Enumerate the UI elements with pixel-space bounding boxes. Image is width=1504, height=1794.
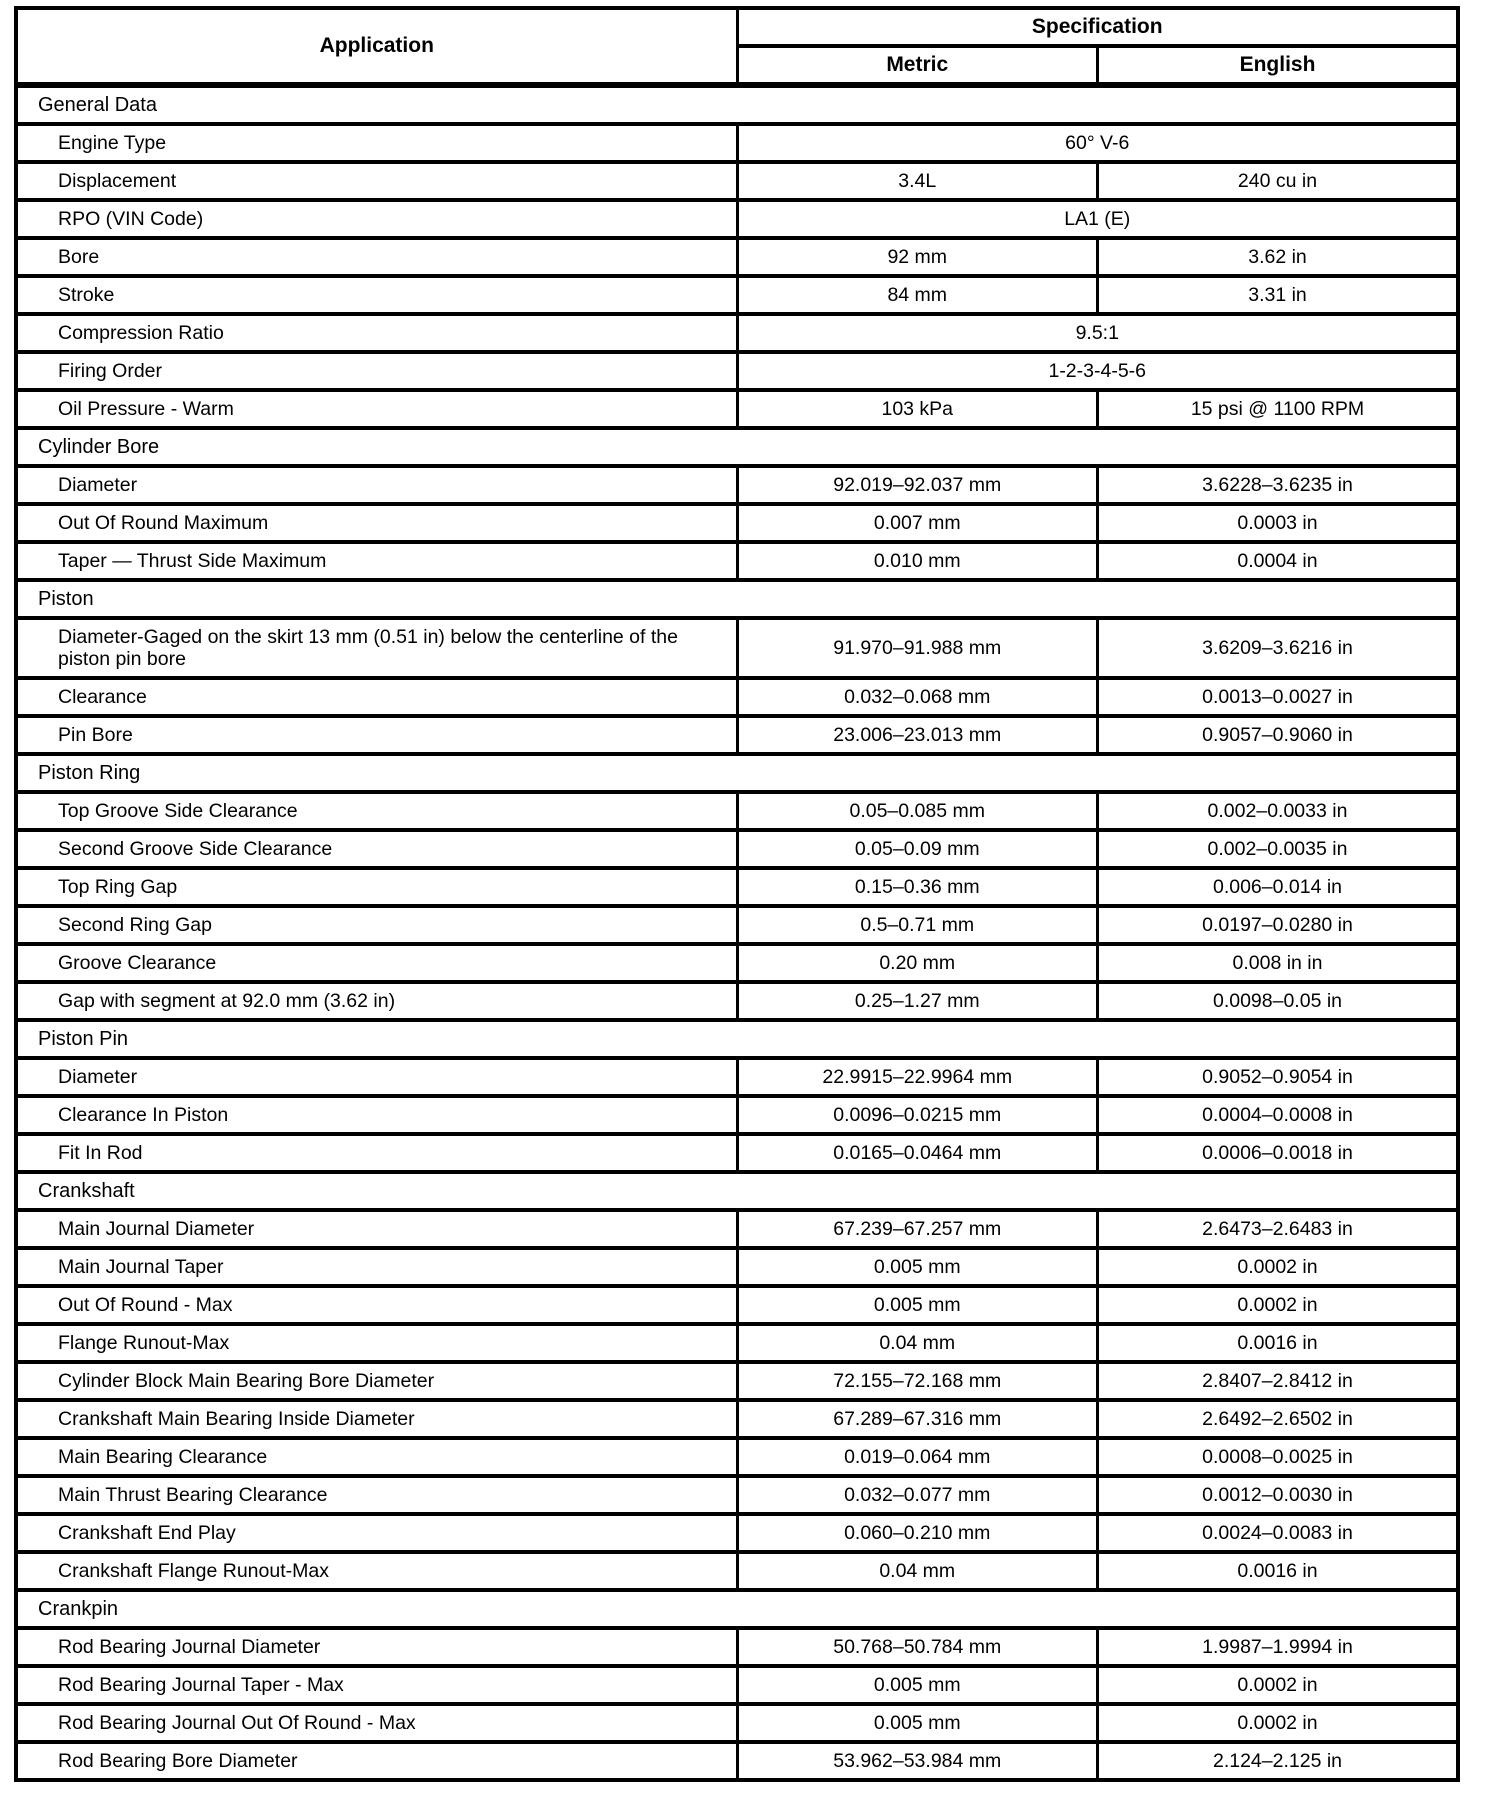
english-value-cell: 0.0012–0.0030 in	[1098, 1476, 1459, 1514]
metric-value-cell: 0.05–0.085 mm	[737, 792, 1098, 830]
spec-row	[16, 1248, 1458, 1286]
english-value-cell: 3.6209–3.6216 in	[1098, 618, 1459, 678]
spec-row	[16, 1476, 1458, 1514]
spec-row	[16, 1134, 1458, 1172]
spec-row	[16, 1628, 1458, 1666]
specification-span-cell: 60° V-6	[737, 124, 1458, 162]
specification-span-cell: 1-2-3-4-5-6	[737, 352, 1458, 390]
english-value-cell: 0.0002 in	[1098, 1286, 1459, 1324]
spec-row	[16, 124, 1458, 162]
application-cell: Second Groove Side Clearance	[16, 830, 737, 868]
section-header-row	[16, 580, 1458, 618]
metric-value-cell: 0.0165–0.0464 mm	[737, 1134, 1098, 1172]
application-cell: Displacement	[16, 162, 737, 200]
metric-value-cell: 50.768–50.784 mm	[737, 1628, 1098, 1666]
metric-value-cell: 0.25–1.27 mm	[737, 982, 1098, 1020]
spec-row	[16, 982, 1458, 1020]
section-title: Crankshaft	[16, 1172, 1458, 1210]
metric-value-cell: 91.970–91.988 mm	[737, 618, 1098, 678]
application-cell: Bore	[16, 238, 737, 276]
metric-value-cell: 0.005 mm	[737, 1666, 1098, 1704]
english-value-cell: 0.0098–0.05 in	[1098, 982, 1459, 1020]
application-cell: Main Bearing Clearance	[16, 1438, 737, 1476]
english-value-cell: 240 cu in	[1098, 162, 1459, 200]
english-value-cell: 2.6473–2.6483 in	[1098, 1210, 1459, 1248]
metric-value-cell: 53.962–53.984 mm	[737, 1742, 1098, 1780]
metric-value-cell: 0.15–0.36 mm	[737, 868, 1098, 906]
spec-row	[16, 162, 1458, 200]
spec-row	[16, 792, 1458, 830]
application-cell: Rod Bearing Journal Diameter	[16, 1628, 737, 1666]
metric-value-cell: 92 mm	[737, 238, 1098, 276]
english-value-cell: 0.0002 in	[1098, 1248, 1459, 1286]
section-title: Piston Pin	[16, 1020, 1458, 1058]
english-value-cell: 0.0008–0.0025 in	[1098, 1438, 1459, 1476]
metric-value-cell: 0.05–0.09 mm	[737, 830, 1098, 868]
application-cell: Crankshaft Main Bearing Inside Diameter	[16, 1400, 737, 1438]
section-header-row	[16, 754, 1458, 792]
specification-span-cell: 9.5:1	[737, 314, 1458, 352]
spec-row	[16, 944, 1458, 982]
application-cell: Taper — Thrust Side Maximum	[16, 542, 737, 580]
application-cell: Main Journal Diameter	[16, 1210, 737, 1248]
english-value-cell: 0.9052–0.9054 in	[1098, 1058, 1459, 1096]
spec-row	[16, 906, 1458, 944]
metric-value-cell: 0.04 mm	[737, 1324, 1098, 1362]
metric-value-cell: 22.9915–22.9964 mm	[737, 1058, 1098, 1096]
application-cell: Engine Type	[16, 124, 737, 162]
application-cell: Flange Runout-Max	[16, 1324, 737, 1362]
application-cell: Second Ring Gap	[16, 906, 737, 944]
metric-value-cell: 0.032–0.077 mm	[737, 1476, 1098, 1514]
spec-row	[16, 1704, 1458, 1742]
application-cell: Top Ring Gap	[16, 868, 737, 906]
spec-row	[16, 1286, 1458, 1324]
specification-column-header: Specification	[737, 8, 1458, 46]
application-cell: Rod Bearing Bore Diameter	[16, 1742, 737, 1780]
application-cell: Compression Ratio	[16, 314, 737, 352]
section-header-row	[16, 1172, 1458, 1210]
spec-row	[16, 504, 1458, 542]
spec-row	[16, 1362, 1458, 1400]
application-cell: Top Groove Side Clearance	[16, 792, 737, 830]
application-cell: Diameter	[16, 466, 737, 504]
english-value-cell: 0.0002 in	[1098, 1666, 1459, 1704]
english-value-cell: 3.6228–3.6235 in	[1098, 466, 1459, 504]
english-value-cell: 1.9987–1.9994 in	[1098, 1628, 1459, 1666]
english-value-cell: 0.006–0.014 in	[1098, 868, 1459, 906]
metric-value-cell: 84 mm	[737, 276, 1098, 314]
spec-row	[16, 830, 1458, 868]
metric-value-cell: 0.005 mm	[737, 1704, 1098, 1742]
spec-row	[16, 238, 1458, 276]
spec-row	[16, 542, 1458, 580]
spec-row	[16, 390, 1458, 428]
application-cell: Cylinder Block Main Bearing Bore Diameter	[16, 1362, 737, 1400]
section-header-row	[16, 1020, 1458, 1058]
application-cell: Out Of Round - Max	[16, 1286, 737, 1324]
application-cell: Firing Order	[16, 352, 737, 390]
metric-value-cell: 0.5–0.71 mm	[737, 906, 1098, 944]
metric-value-cell: 0.007 mm	[737, 504, 1098, 542]
english-value-cell: 0.0002 in	[1098, 1704, 1459, 1742]
metric-value-cell: 92.019–92.037 mm	[737, 466, 1098, 504]
application-cell: Groove Clearance	[16, 944, 737, 982]
metric-value-cell: 0.010 mm	[737, 542, 1098, 580]
spec-row	[16, 678, 1458, 716]
application-cell: Clearance	[16, 678, 737, 716]
english-value-cell: 0.0003 in	[1098, 504, 1459, 542]
section-title: Piston	[16, 580, 1458, 618]
spec-row	[16, 716, 1458, 754]
application-cell: Main Journal Taper	[16, 1248, 737, 1286]
english-value-cell: 0.008 in in	[1098, 944, 1459, 982]
metric-value-cell: 23.006–23.013 mm	[737, 716, 1098, 754]
english-value-cell: 0.0197–0.0280 in	[1098, 906, 1459, 944]
english-column-header: English	[1098, 46, 1459, 85]
application-cell: Diameter	[16, 1058, 737, 1096]
spec-row	[16, 276, 1458, 314]
metric-value-cell: 0.005 mm	[737, 1248, 1098, 1286]
application-cell: Fit In Rod	[16, 1134, 737, 1172]
english-value-cell: 0.0024–0.0083 in	[1098, 1514, 1459, 1552]
english-value-cell: 2.8407–2.8412 in	[1098, 1362, 1459, 1400]
spec-row	[16, 466, 1458, 504]
metric-value-cell: 3.4L	[737, 162, 1098, 200]
section-header-row	[16, 1590, 1458, 1628]
application-cell: Main Thrust Bearing Clearance	[16, 1476, 737, 1514]
table-header	[16, 8, 1458, 85]
section-title: Cylinder Bore	[16, 428, 1458, 466]
application-cell: Stroke	[16, 276, 737, 314]
spec-table-body	[16, 85, 1458, 1780]
english-value-cell: 3.31 in	[1098, 276, 1459, 314]
english-value-cell: 2.124–2.125 in	[1098, 1742, 1459, 1780]
metric-value-cell: 0.04 mm	[737, 1552, 1098, 1590]
application-column-header: Application	[16, 8, 737, 85]
application-cell: Rod Bearing Journal Taper - Max	[16, 1666, 737, 1704]
english-value-cell: 3.62 in	[1098, 238, 1459, 276]
application-cell: Rod Bearing Journal Out Of Round - Max	[16, 1704, 737, 1742]
english-value-cell: 0.002–0.0033 in	[1098, 792, 1459, 830]
metric-column-header: Metric	[737, 46, 1098, 85]
spec-row	[16, 352, 1458, 390]
spec-row	[16, 868, 1458, 906]
specification-span-cell: LA1 (E)	[737, 200, 1458, 238]
application-cell: Crankshaft Flange Runout-Max	[16, 1552, 737, 1590]
spec-row	[16, 1324, 1458, 1362]
spec-row	[16, 1742, 1458, 1780]
spec-row	[16, 1552, 1458, 1590]
section-title: General Data	[16, 85, 1458, 124]
english-value-cell: 15 psi @ 1100 RPM	[1098, 390, 1459, 428]
spec-row	[16, 1400, 1458, 1438]
english-value-cell: 0.0004 in	[1098, 542, 1459, 580]
spec-row	[16, 200, 1458, 238]
application-cell: Gap with segment at 92.0 mm (3.62 in)	[16, 982, 737, 1020]
section-title: Crankpin	[16, 1590, 1458, 1628]
spec-row	[16, 1666, 1458, 1704]
spec-row	[16, 1514, 1458, 1552]
spec-row	[16, 1210, 1458, 1248]
metric-value-cell: 0.019–0.064 mm	[737, 1438, 1098, 1476]
english-value-cell: 0.9057–0.9060 in	[1098, 716, 1459, 754]
application-cell: Diameter-Gaged on the skirt 13 mm (0.51 in) below the centerline of the piston pin bore	[16, 618, 737, 678]
spec-row	[16, 1096, 1458, 1134]
header-row-1	[16, 8, 1458, 46]
metric-value-cell: 72.155–72.168 mm	[737, 1362, 1098, 1400]
metric-value-cell: 0.060–0.210 mm	[737, 1514, 1098, 1552]
metric-value-cell: 0.005 mm	[737, 1286, 1098, 1324]
section-title: Piston Ring	[16, 754, 1458, 792]
metric-value-cell: 103 kPa	[737, 390, 1098, 428]
english-value-cell: 2.6492–2.6502 in	[1098, 1400, 1459, 1438]
application-cell: Oil Pressure - Warm	[16, 390, 737, 428]
engine-specification-table	[14, 6, 1460, 1782]
spec-row	[16, 1058, 1458, 1096]
spec-row	[16, 618, 1458, 678]
spec-row	[16, 314, 1458, 352]
metric-value-cell: 0.032–0.068 mm	[737, 678, 1098, 716]
metric-value-cell: 0.0096–0.0215 mm	[737, 1096, 1098, 1134]
english-value-cell: 0.0013–0.0027 in	[1098, 678, 1459, 716]
english-value-cell: 0.0016 in	[1098, 1324, 1459, 1362]
spec-row	[16, 1438, 1458, 1476]
english-value-cell: 0.0016 in	[1098, 1552, 1459, 1590]
application-cell: Clearance In Piston	[16, 1096, 737, 1134]
application-cell: Crankshaft End Play	[16, 1514, 737, 1552]
english-value-cell: 0.002–0.0035 in	[1098, 830, 1459, 868]
metric-value-cell: 67.239–67.257 mm	[737, 1210, 1098, 1248]
english-value-cell: 0.0004–0.0008 in	[1098, 1096, 1459, 1134]
section-header-row	[16, 85, 1458, 124]
metric-value-cell: 67.289–67.316 mm	[737, 1400, 1098, 1438]
application-cell: Pin Bore	[16, 716, 737, 754]
application-cell: Out Of Round Maximum	[16, 504, 737, 542]
english-value-cell: 0.0006–0.0018 in	[1098, 1134, 1459, 1172]
metric-value-cell: 0.20 mm	[737, 944, 1098, 982]
section-header-row	[16, 428, 1458, 466]
application-cell: RPO (VIN Code)	[16, 200, 737, 238]
